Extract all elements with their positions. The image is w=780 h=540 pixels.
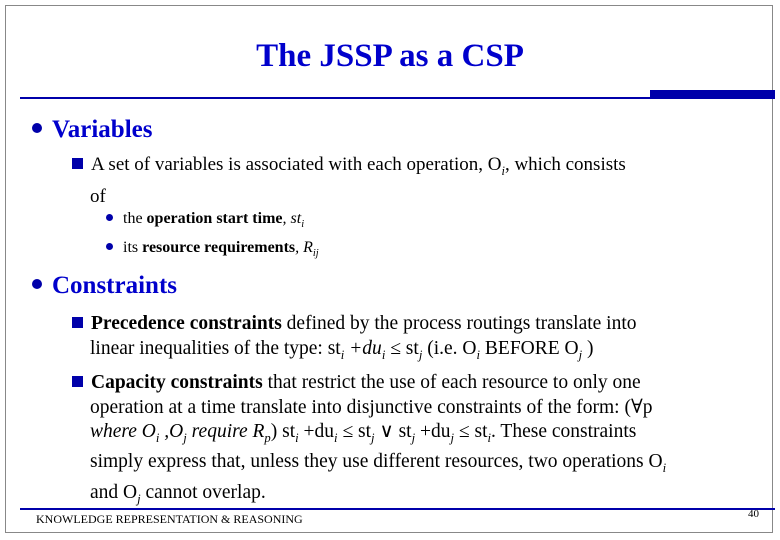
cap4-sub: i <box>662 461 667 476</box>
variables-paragraph <box>72 152 732 210</box>
prec-sub4: i <box>476 347 481 362</box>
variables-text-line2: of <box>90 185 106 207</box>
capacity-bold: Capacity constraints <box>91 372 263 393</box>
prec-post3: ) <box>582 337 594 359</box>
capacity-paragraph <box>72 371 762 511</box>
var-item2-pre: its <box>123 239 143 256</box>
variables-text: A set of variables is associated with each operation, O <box>91 154 502 175</box>
variables-heading <box>32 116 152 144</box>
cap3h: i <box>295 430 299 445</box>
cap3f: p <box>264 430 271 445</box>
cap3l: j <box>371 430 375 445</box>
cap3o: +du <box>415 421 451 442</box>
cap5-pre: and O <box>90 481 138 503</box>
cap3p: j <box>450 430 455 445</box>
cap3r: i <box>487 430 492 445</box>
bullet-dot-icon <box>32 123 42 133</box>
prec-post1: (i.e. O <box>422 337 477 359</box>
variables-heading-text: Variables <box>52 116 153 143</box>
var-item2-mid: , R <box>295 239 313 256</box>
cap3a: where O <box>90 421 156 442</box>
footer-rule <box>20 508 775 510</box>
var-item-start-time <box>106 210 304 230</box>
square-bullet-icon <box>72 158 83 169</box>
cap3g: ) st <box>270 421 296 442</box>
prec-mid1: +du <box>344 337 382 359</box>
cap3j: i <box>334 430 338 445</box>
cap3c: ,O <box>159 421 184 442</box>
cap4-pre: simply express that, unless they use different resources, two operations O <box>90 451 663 473</box>
precedence-text: defined by the process routings translate into <box>281 313 637 334</box>
precedence-paragraph <box>72 312 752 367</box>
cap3s: . These constraints <box>491 421 637 442</box>
var-item1-mid: , st <box>282 210 302 227</box>
cap-line2: operation at a time translate into disjunctive constraints of the form: (∀p <box>90 396 653 418</box>
cap3d: j <box>183 430 187 445</box>
var-item2-bold: resource requirements <box>142 239 296 256</box>
small-bullet-icon <box>106 214 113 221</box>
prec-sub2: i <box>381 347 386 362</box>
page-number: 40 <box>748 508 759 520</box>
var-item1-bold: operation start time <box>146 210 283 227</box>
variables-sub: i <box>501 163 505 178</box>
cap3n: j <box>411 430 416 445</box>
variables-text-post: , which consists <box>504 154 626 175</box>
cap3b: i <box>155 430 160 445</box>
cap5-sub: j <box>137 491 141 506</box>
prec-line2-pre: linear inequalities of the type: st <box>90 337 341 359</box>
title-accent-bar <box>650 90 775 97</box>
square-bullet-icon <box>72 317 83 328</box>
cap3e: require R <box>186 421 265 442</box>
constraints-heading <box>32 272 177 300</box>
capacity-text: that restrict the use of each resource to only one <box>262 372 641 393</box>
footer-label: KNOWLEDGE REPRESENTATION & REASONING <box>36 512 303 526</box>
prec-sub1: i <box>340 347 345 362</box>
cap3q: ≤ st <box>454 421 488 442</box>
prec-sub5: j <box>578 347 583 362</box>
var-item1-pre: the <box>123 210 147 227</box>
square-bullet-icon <box>72 376 83 387</box>
bullet-dot-icon <box>32 279 42 289</box>
cap3i: +du <box>298 421 335 442</box>
small-bullet-icon <box>106 243 113 250</box>
cap3k: ≤ st <box>337 421 372 442</box>
cap3m: ∨ st <box>374 421 412 442</box>
precedence-bold: Precedence constraints <box>91 313 282 334</box>
var-item1-sub: i <box>301 219 305 231</box>
cap5-post: cannot overlap. <box>140 481 266 503</box>
var-item-resource-req <box>106 239 319 259</box>
title-rule <box>20 97 775 99</box>
slide-title: The JSSP as a CSP <box>256 38 524 74</box>
var-item2-sub: ij <box>312 248 319 260</box>
constraints-heading-text: Constraints <box>52 272 178 299</box>
prec-post2: BEFORE O <box>480 337 579 359</box>
prec-mid2: ≤ st <box>385 337 419 359</box>
prec-sub3: j <box>418 347 423 362</box>
